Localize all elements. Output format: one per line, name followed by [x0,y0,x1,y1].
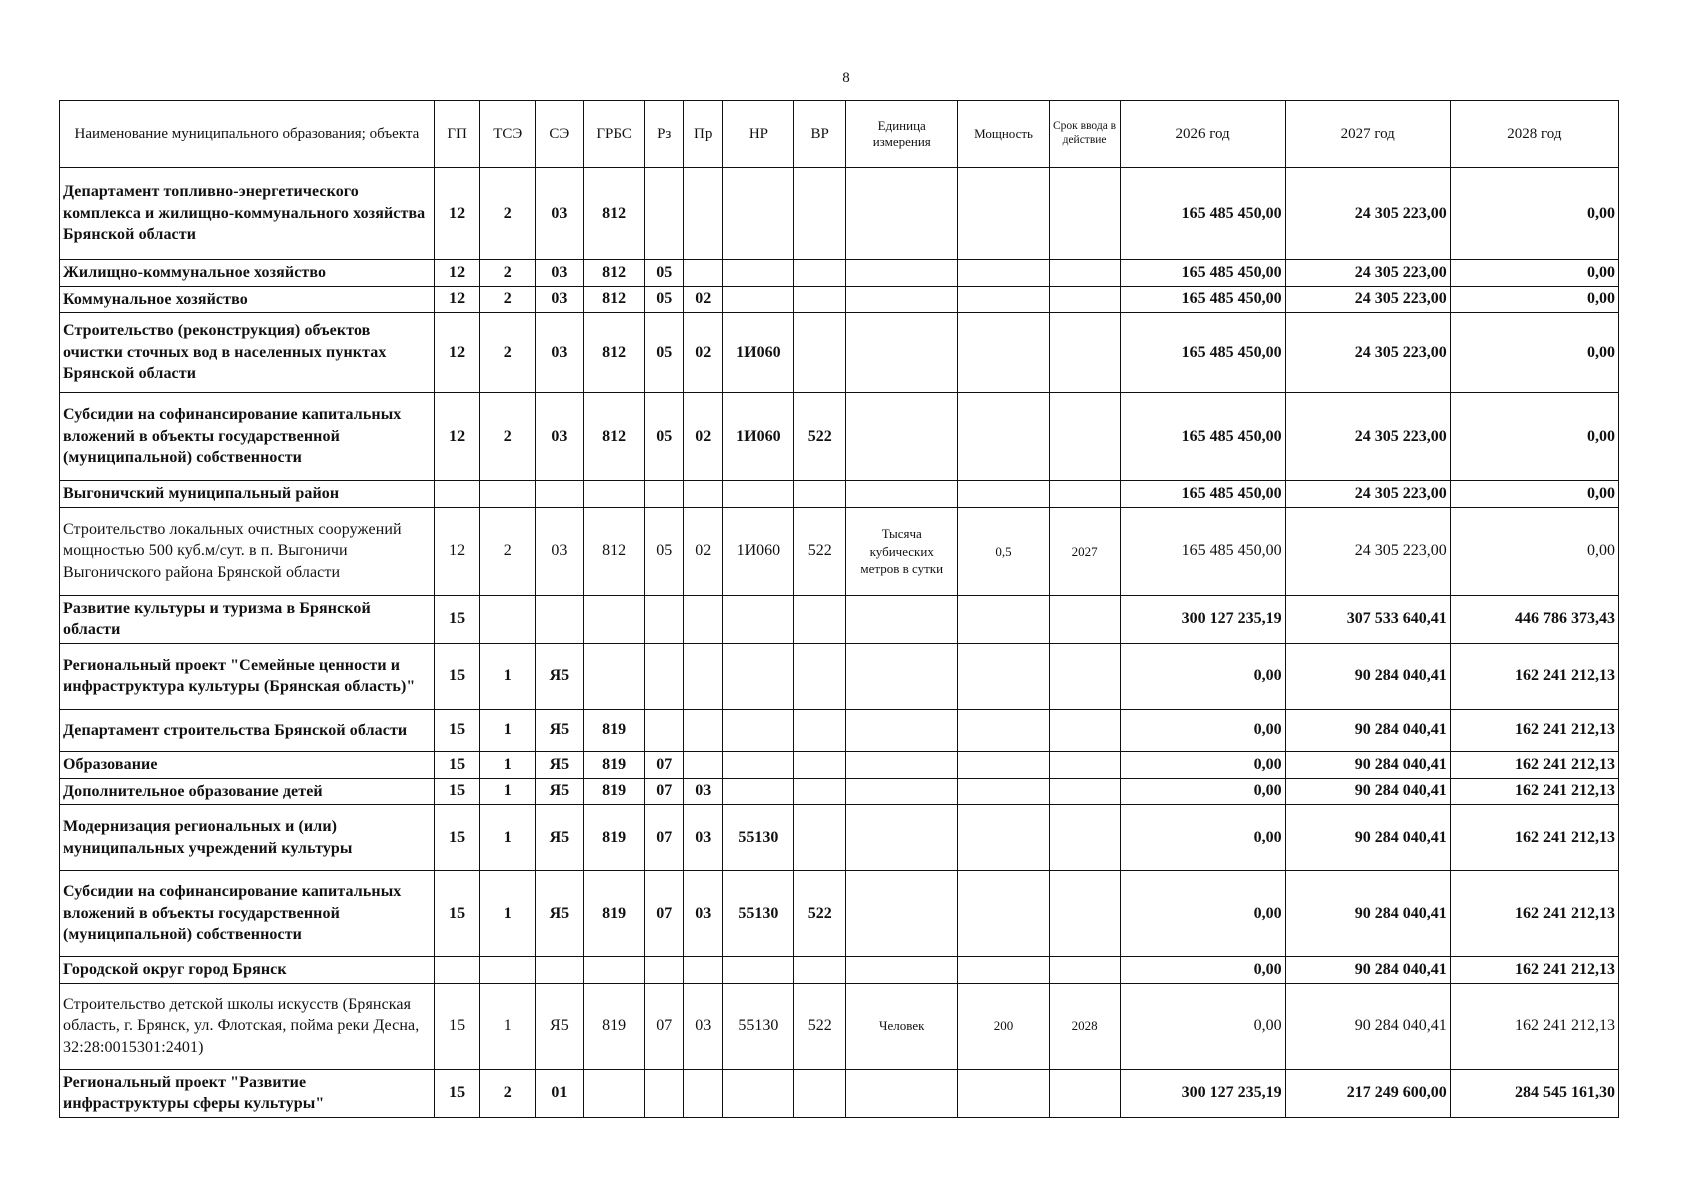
cell-vr [794,286,846,313]
cell-tse: 2 [480,286,536,313]
cell-y2027: 24 305 223,00 [1285,393,1450,481]
col-header-2028: 2028 год [1450,101,1618,168]
cell-capacity [958,643,1049,709]
cell-grbs: 819 [583,709,645,751]
cell-y2028: 162 241 212,13 [1450,805,1618,871]
cell-gp: 12 [434,260,480,287]
cell-y2026: 300 127 235,19 [1120,1069,1285,1117]
cell-y2028: 162 241 212,13 [1450,983,1618,1069]
cell-tse: 1 [480,871,536,957]
cell-y2028: 446 786 373,43 [1450,595,1618,643]
cell-grbs [583,595,645,643]
cell-rz [645,168,683,260]
cell-unit [846,778,958,805]
cell-capacity [958,595,1049,643]
cell-pr: 02 [683,313,723,393]
cell-nr: 55130 [723,805,794,871]
cell-unit [846,168,958,260]
cell-name: Строительство локальных очистных сооружений мощностью 500 куб.м/сут. в п. Выгоничи Выгоничского района Брянской области [60,507,435,595]
cell-grbs: 819 [583,751,645,778]
cell-y2026: 0,00 [1120,751,1285,778]
cell-vr [794,778,846,805]
cell-pr: 03 [683,778,723,805]
cell-y2026: 165 485 450,00 [1120,507,1285,595]
cell-pr: 02 [683,507,723,595]
cell-unit: Тысяча кубических метров в сутки [846,507,958,595]
cell-grbs: 819 [583,871,645,957]
cell-unit [846,393,958,481]
cell-y2026: 165 485 450,00 [1120,286,1285,313]
cell-se: Я5 [536,751,584,778]
cell-pr [683,751,723,778]
cell-grbs: 812 [583,393,645,481]
cell-deadline [1049,393,1120,481]
cell-capacity [958,168,1049,260]
cell-deadline [1049,709,1120,751]
cell-pr [683,1069,723,1117]
cell-vr: 522 [794,393,846,481]
cell-gp: 12 [434,507,480,595]
cell-y2028: 162 241 212,13 [1450,643,1618,709]
col-header-capacity: Мощность [958,101,1049,168]
cell-rz: 05 [645,507,683,595]
cell-nr: 55130 [723,871,794,957]
col-header-nr: НР [723,101,794,168]
table-row [60,805,1619,871]
cell-vr [794,643,846,709]
budget-table [59,100,1619,1118]
cell-pr: 03 [683,871,723,957]
table-row [60,643,1619,709]
cell-gp: 12 [434,393,480,481]
cell-rz: 05 [645,260,683,287]
cell-capacity [958,871,1049,957]
cell-se [536,957,584,984]
cell-vr [794,751,846,778]
cell-se: Я5 [536,871,584,957]
cell-pr [683,168,723,260]
table-row [60,983,1619,1069]
cell-y2026: 165 485 450,00 [1120,260,1285,287]
table-row [60,260,1619,287]
cell-pr: 02 [683,286,723,313]
cell-se: 03 [536,313,584,393]
col-header-vr: ВР [794,101,846,168]
cell-name: Городской округ город Брянск [60,957,435,984]
cell-rz [645,1069,683,1117]
table-row [60,709,1619,751]
cell-y2028: 162 241 212,13 [1450,871,1618,957]
cell-grbs: 812 [583,313,645,393]
cell-gp: 15 [434,778,480,805]
cell-tse [480,957,536,984]
cell-grbs [583,481,645,508]
cell-name: Субсидии на софинансирование капитальных вложений в объекты государственной (муниципальной) собственности [60,393,435,481]
cell-unit [846,709,958,751]
cell-y2026: 0,00 [1120,983,1285,1069]
cell-y2027: 24 305 223,00 [1285,260,1450,287]
cell-deadline [1049,260,1120,287]
cell-name: Коммунальное хозяйство [60,286,435,313]
cell-y2027: 307 533 640,41 [1285,595,1450,643]
cell-unit [846,260,958,287]
cell-y2028: 284 545 161,30 [1450,1069,1618,1117]
cell-rz: 07 [645,751,683,778]
cell-rz: 05 [645,393,683,481]
cell-nr [723,481,794,508]
cell-grbs: 812 [583,286,645,313]
cell-nr [723,709,794,751]
cell-pr [683,643,723,709]
cell-grbs [583,643,645,709]
cell-se: 03 [536,507,584,595]
table-row [60,778,1619,805]
cell-pr [683,709,723,751]
cell-tse [480,595,536,643]
cell-y2027: 90 284 040,41 [1285,871,1450,957]
cell-y2027: 90 284 040,41 [1285,643,1450,709]
cell-nr [723,957,794,984]
cell-y2027: 24 305 223,00 [1285,286,1450,313]
cell-y2026: 0,00 [1120,778,1285,805]
cell-capacity [958,805,1049,871]
cell-y2028: 162 241 212,13 [1450,957,1618,984]
cell-grbs [583,1069,645,1117]
cell-se: Я5 [536,709,584,751]
cell-gp: 15 [434,643,480,709]
cell-unit [846,871,958,957]
cell-y2026: 0,00 [1120,709,1285,751]
cell-tse: 1 [480,709,536,751]
cell-y2027: 217 249 600,00 [1285,1069,1450,1117]
cell-nr: 1И060 [723,393,794,481]
cell-se: 03 [536,168,584,260]
cell-name: Дополнительное образование детей [60,778,435,805]
cell-nr: 1И060 [723,507,794,595]
cell-deadline: 2028 [1049,983,1120,1069]
cell-nr: 55130 [723,983,794,1069]
cell-y2027: 24 305 223,00 [1285,481,1450,508]
table-row [60,957,1619,984]
table-body [60,168,1619,1118]
cell-name: Строительство (реконструкция) объектов очистки сточных вод в населенных пунктах Брянской области [60,313,435,393]
cell-unit [846,286,958,313]
cell-y2028: 0,00 [1450,313,1618,393]
cell-grbs: 812 [583,168,645,260]
cell-y2028: 162 241 212,13 [1450,709,1618,751]
table-row [60,1069,1619,1117]
table-row [60,595,1619,643]
cell-y2026: 165 485 450,00 [1120,168,1285,260]
cell-vr [794,805,846,871]
cell-capacity [958,393,1049,481]
cell-unit [846,805,958,871]
cell-se: Я5 [536,805,584,871]
cell-gp [434,481,480,508]
cell-rz [645,481,683,508]
cell-vr: 522 [794,507,846,595]
cell-unit [846,751,958,778]
cell-vr [794,313,846,393]
cell-tse: 2 [480,1069,536,1117]
cell-vr [794,595,846,643]
cell-gp: 15 [434,983,480,1069]
cell-unit [846,481,958,508]
cell-name: Строительство детской школы искусств (Брянская область, г. Брянск, ул. Флотская, пойма реки Десна, 32:28:0015301:2401) [60,983,435,1069]
cell-pr: 02 [683,393,723,481]
cell-unit [846,595,958,643]
cell-vr [794,481,846,508]
cell-vr: 522 [794,983,846,1069]
cell-unit [846,1069,958,1117]
table-row [60,871,1619,957]
cell-y2026: 165 485 450,00 [1120,481,1285,508]
cell-gp: 15 [434,751,480,778]
cell-y2028: 0,00 [1450,393,1618,481]
cell-unit [846,957,958,984]
cell-nr [723,1069,794,1117]
cell-capacity [958,751,1049,778]
cell-pr [683,957,723,984]
cell-y2027: 90 284 040,41 [1285,709,1450,751]
col-header-pr: Пр [683,101,723,168]
cell-deadline [1049,957,1120,984]
cell-se: Я5 [536,983,584,1069]
table-row [60,481,1619,508]
cell-deadline [1049,751,1120,778]
cell-pr: 03 [683,983,723,1069]
cell-gp: 12 [434,168,480,260]
cell-y2027: 24 305 223,00 [1285,507,1450,595]
cell-rz: 07 [645,778,683,805]
cell-deadline [1049,871,1120,957]
cell-pr [683,260,723,287]
cell-y2027: 90 284 040,41 [1285,778,1450,805]
cell-y2028: 0,00 [1450,481,1618,508]
cell-vr [794,957,846,984]
table-row [60,393,1619,481]
cell-y2026: 165 485 450,00 [1120,393,1285,481]
cell-y2026: 300 127 235,19 [1120,595,1285,643]
cell-rz [645,709,683,751]
col-header-gp: ГП [434,101,480,168]
cell-deadline [1049,1069,1120,1117]
cell-deadline [1049,805,1120,871]
cell-nr [723,260,794,287]
cell-y2026: 0,00 [1120,957,1285,984]
cell-se: Я5 [536,643,584,709]
cell-y2027: 24 305 223,00 [1285,313,1450,393]
cell-vr [794,260,846,287]
cell-grbs: 812 [583,507,645,595]
col-header-unit: Единица измерения [846,101,958,168]
cell-rz: 05 [645,313,683,393]
table-header-row [60,101,1619,168]
cell-unit [846,313,958,393]
col-header-2026: 2026 год [1120,101,1285,168]
cell-grbs: 819 [583,805,645,871]
cell-pr [683,595,723,643]
cell-grbs: 812 [583,260,645,287]
cell-y2028: 0,00 [1450,168,1618,260]
cell-tse: 2 [480,168,536,260]
cell-name: Региональный проект "Семейные ценности и инфраструктура культуры (Брянская область)" [60,643,435,709]
col-header-se: СЭ [536,101,584,168]
cell-vr [794,1069,846,1117]
col-header-2027: 2027 год [1285,101,1450,168]
cell-se: Я5 [536,778,584,805]
cell-tse: 1 [480,643,536,709]
cell-grbs [583,957,645,984]
cell-rz [645,957,683,984]
cell-gp: 15 [434,595,480,643]
cell-se: 01 [536,1069,584,1117]
cell-name: Выгоничский муниципальный район [60,481,435,508]
cell-nr [723,778,794,805]
cell-y2026: 165 485 450,00 [1120,313,1285,393]
cell-capacity: 0,5 [958,507,1049,595]
cell-tse: 2 [480,313,536,393]
cell-tse: 2 [480,260,536,287]
cell-name: Образование [60,751,435,778]
cell-gp [434,957,480,984]
cell-y2026: 0,00 [1120,871,1285,957]
cell-deadline [1049,313,1120,393]
cell-gp: 15 [434,709,480,751]
cell-y2027: 90 284 040,41 [1285,751,1450,778]
cell-name: Департамент строительства Брянской области [60,709,435,751]
cell-unit [846,643,958,709]
cell-capacity [958,778,1049,805]
cell-y2028: 162 241 212,13 [1450,778,1618,805]
cell-y2028: 0,00 [1450,260,1618,287]
cell-capacity [958,1069,1049,1117]
cell-se: 03 [536,286,584,313]
cell-nr [723,595,794,643]
col-header-rz: Рз [645,101,683,168]
cell-capacity [958,260,1049,287]
cell-deadline: 2027 [1049,507,1120,595]
cell-pr [683,481,723,508]
table-row [60,168,1619,260]
cell-name: Департамент топливно-энергетического комплекса и жилищно-коммунального хозяйства Брянской области [60,168,435,260]
cell-nr: 1И060 [723,313,794,393]
cell-tse: 1 [480,805,536,871]
cell-deadline [1049,778,1120,805]
cell-gp: 15 [434,805,480,871]
cell-tse: 1 [480,983,536,1069]
cell-tse: 2 [480,393,536,481]
cell-tse: 1 [480,778,536,805]
cell-capacity [958,313,1049,393]
cell-rz [645,643,683,709]
cell-name: Жилищно-коммунальное хозяйство [60,260,435,287]
cell-se [536,595,584,643]
cell-rz: 07 [645,805,683,871]
cell-rz: 07 [645,871,683,957]
cell-name: Развитие культуры и туризма в Брянской области [60,595,435,643]
cell-unit: Человек [846,983,958,1069]
cell-deadline [1049,595,1120,643]
table-row [60,507,1619,595]
cell-tse: 2 [480,507,536,595]
col-header-deadline: Срок ввода в действие [1049,101,1120,168]
cell-nr [723,751,794,778]
cell-y2028: 0,00 [1450,507,1618,595]
col-header-name: Наименование муниципального образования; объекта [60,101,435,168]
cell-grbs: 819 [583,983,645,1069]
cell-capacity: 200 [958,983,1049,1069]
cell-y2027: 90 284 040,41 [1285,957,1450,984]
cell-vr: 522 [794,871,846,957]
cell-y2027: 90 284 040,41 [1285,983,1450,1069]
cell-capacity [958,957,1049,984]
cell-grbs: 819 [583,778,645,805]
cell-vr [794,168,846,260]
cell-rz [645,595,683,643]
table-row [60,751,1619,778]
cell-nr [723,286,794,313]
table-row [60,313,1619,393]
cell-y2027: 90 284 040,41 [1285,805,1450,871]
col-header-grbs: ГРБС [583,101,645,168]
page-number: 8 [842,70,850,86]
cell-gp: 12 [434,286,480,313]
cell-y2028: 0,00 [1450,286,1618,313]
cell-se: 03 [536,260,584,287]
cell-gp: 15 [434,871,480,957]
cell-gp: 15 [434,1069,480,1117]
cell-y2027: 24 305 223,00 [1285,168,1450,260]
cell-gp: 12 [434,313,480,393]
cell-capacity [958,286,1049,313]
cell-rz: 07 [645,983,683,1069]
cell-y2026: 0,00 [1120,805,1285,871]
table-row [60,286,1619,313]
cell-se [536,481,584,508]
cell-name: Региональный проект "Развитие инфраструктуры сферы культуры" [60,1069,435,1117]
cell-capacity [958,481,1049,508]
cell-name: Субсидии на софинансирование капитальных вложений в объекты государственной (муниципальной) собственности [60,871,435,957]
cell-y2026: 0,00 [1120,643,1285,709]
cell-y2028: 162 241 212,13 [1450,751,1618,778]
cell-vr [794,709,846,751]
cell-tse [480,481,536,508]
cell-se: 03 [536,393,584,481]
cell-deadline [1049,286,1120,313]
cell-tse: 1 [480,751,536,778]
cell-pr: 03 [683,805,723,871]
cell-name: Модернизация региональных и (или) муниципальных учреждений культуры [60,805,435,871]
cell-deadline [1049,643,1120,709]
cell-nr [723,643,794,709]
cell-rz: 05 [645,286,683,313]
cell-deadline [1049,481,1120,508]
col-header-tse: ТСЭ [480,101,536,168]
cell-capacity [958,709,1049,751]
cell-deadline [1049,168,1120,260]
cell-nr [723,168,794,260]
